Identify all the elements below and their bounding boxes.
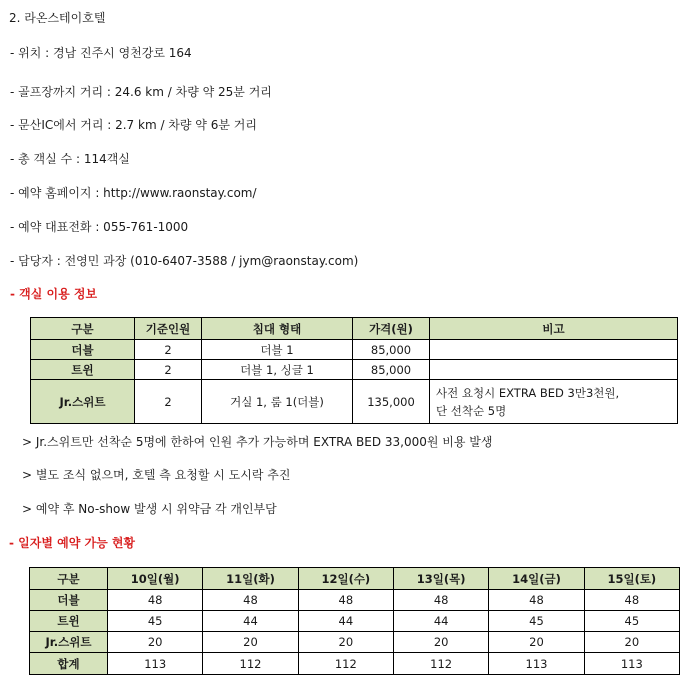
note-no-show: > 예약 후 No-show 발생 시 위약금 각 개인부담 xyxy=(22,502,277,516)
price-cell: 85,000 xyxy=(353,340,430,360)
capacity-cell: 2 xyxy=(135,360,202,380)
room-type-cell: 더블 xyxy=(31,340,135,360)
avail-type-cell: 더블 xyxy=(30,590,108,611)
avail-value-cell: 45 xyxy=(108,611,203,632)
info-contact: - 담당자 : 전영민 과장 (010-6407-3588 / jym@raonstay.com) xyxy=(10,254,359,268)
avail-value-cell: 48 xyxy=(203,590,298,611)
avail-total-cell: 113 xyxy=(108,653,203,675)
room-header-note: 비고 xyxy=(430,318,678,340)
table-row xyxy=(31,340,678,360)
room-info-heading: - 객실 이용 정보 xyxy=(10,287,98,301)
room-header-price: 가격(원) xyxy=(353,318,430,340)
bed-cell: 더블 1, 싱글 1 xyxy=(202,360,353,380)
info-golf-distance: - 골프장까지 거리 : 24.6 km / 차량 약 25분 거리 xyxy=(10,85,272,99)
avail-value-cell: 20 xyxy=(203,632,298,653)
avail-value-cell: 44 xyxy=(393,611,488,632)
avail-value-cell: 44 xyxy=(298,611,393,632)
avail-header-type: 구분 xyxy=(30,568,108,590)
capacity-cell: 2 xyxy=(135,340,202,360)
avail-type-cell: Jr.스위트 xyxy=(30,632,108,653)
avail-header-day: 12일(수) xyxy=(298,568,393,590)
avail-value-cell: 48 xyxy=(108,590,203,611)
avail-total-cell: 113 xyxy=(584,653,679,675)
avail-header-day: 13일(목) xyxy=(393,568,488,590)
avail-value-cell: 20 xyxy=(393,632,488,653)
price-cell: 85,000 xyxy=(353,360,430,380)
table-row xyxy=(31,360,678,380)
note-line: 사전 요청시 EXTRA BED 3만3천원, xyxy=(436,385,620,400)
note-cell xyxy=(430,380,678,424)
bed-cell: 거실 1, 룸 1(더블) xyxy=(202,380,353,424)
avail-value-cell: 20 xyxy=(489,632,584,653)
table-row xyxy=(30,611,680,632)
avail-value-cell: 20 xyxy=(108,632,203,653)
avail-type-cell: 트윈 xyxy=(30,611,108,632)
avail-header-day: 15일(토) xyxy=(584,568,679,590)
avail-total-cell: 113 xyxy=(489,653,584,675)
note-cell xyxy=(430,340,678,360)
section-title: 2. 라온스테이호텔 xyxy=(9,11,106,25)
avail-total-cell: 112 xyxy=(393,653,488,675)
info-phone: - 예약 대표전화 : 055-761-1000 xyxy=(10,220,189,234)
note-cell xyxy=(430,360,678,380)
avail-value-cell: 20 xyxy=(298,632,393,653)
info-location: - 위치 : 경남 진주시 영천강로 164 xyxy=(10,46,192,60)
avail-type-cell: 합계 xyxy=(30,653,108,675)
table-row xyxy=(31,380,678,424)
avail-total-cell: 112 xyxy=(203,653,298,675)
room-header-type: 구분 xyxy=(31,318,135,340)
avail-value-cell: 45 xyxy=(584,611,679,632)
avail-value-cell: 48 xyxy=(393,590,488,611)
avail-header-day: 11일(화) xyxy=(203,568,298,590)
bed-cell: 더블 1 xyxy=(202,340,353,360)
price-cell: 135,000 xyxy=(353,380,430,424)
avail-header-day: 10일(월) xyxy=(108,568,203,590)
room-table xyxy=(30,317,678,424)
info-ic-distance: - 문산IC에서 거리 : 2.7 km / 차량 약 6분 거리 xyxy=(10,118,257,132)
table-row xyxy=(30,632,680,653)
info-homepage: - 예약 홈페이지 : http://www.raonstay.com/ xyxy=(10,186,257,200)
avail-total-cell: 112 xyxy=(298,653,393,675)
room-type-cell: Jr.스위트 xyxy=(31,380,135,424)
room-header-bed: 침대 형태 xyxy=(202,318,353,340)
avail-header-day: 14일(금) xyxy=(489,568,584,590)
avail-value-cell: 48 xyxy=(489,590,584,611)
note-breakfast: > 별도 조식 없으며, 호텔 측 요청할 시 도시락 추진 xyxy=(22,468,291,482)
info-room-count: - 총 객실 수 : 114객실 xyxy=(10,152,130,166)
capacity-cell: 2 xyxy=(135,380,202,424)
avail-value-cell: 45 xyxy=(489,611,584,632)
note-extra-bed: > Jr.스위트만 선착순 5명에 한하여 인원 추가 가능하며 EXTRA BED 33,000원 비용 발생 xyxy=(22,435,493,449)
avail-value-cell: 44 xyxy=(203,611,298,632)
avail-value-cell: 20 xyxy=(584,632,679,653)
room-type-cell: 트윈 xyxy=(31,360,135,380)
availability-table xyxy=(29,567,680,675)
avail-value-cell: 48 xyxy=(298,590,393,611)
availability-heading: - 일자별 예약 가능 현황 xyxy=(9,536,136,550)
avail-value-cell: 48 xyxy=(584,590,679,611)
table-row xyxy=(30,653,680,675)
room-header-capacity: 기준인원 xyxy=(135,318,202,340)
table-row xyxy=(30,590,680,611)
note-line: 단 선착순 5명 xyxy=(436,403,507,418)
